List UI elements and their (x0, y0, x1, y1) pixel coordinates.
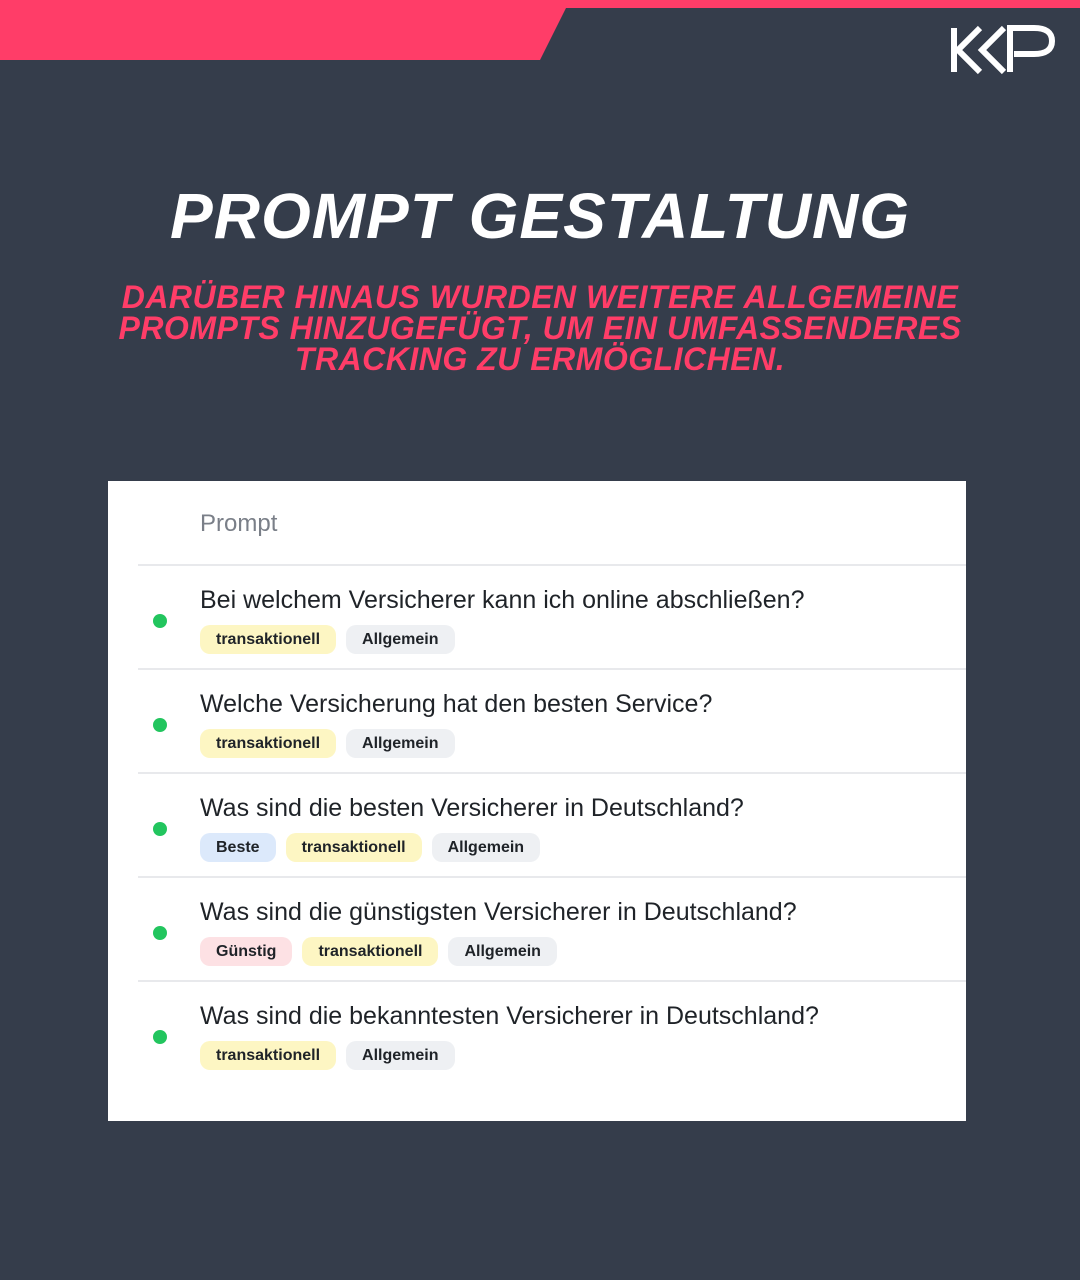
prompt-table (108, 481, 966, 1121)
kkp-logo (948, 24, 1058, 76)
table-row[interactable] (138, 982, 966, 1086)
tag-badge[interactable]: transaktionell (200, 729, 336, 758)
accent-banner (0, 0, 1080, 60)
tag-list (200, 729, 455, 758)
tag-list (200, 937, 557, 966)
table-row[interactable] (138, 774, 966, 878)
tag-badge[interactable]: Günstig (200, 937, 292, 966)
page-subtitle: DARÜBER HINAUS WURDEN WEITERE ALLGEMEINE PROMPTS HINZUGEFÜGT, UM EIN UMFASSENDERES TRACKING ZU ERMÖGLICHEN. (118, 279, 962, 377)
tag-badge[interactable]: Allgemein (346, 729, 454, 758)
tag-badge[interactable]: Allgemein (448, 937, 556, 966)
tag-badge[interactable]: Allgemein (346, 625, 454, 654)
tag-list (200, 833, 540, 862)
table-row[interactable] (138, 878, 966, 982)
tag-badge[interactable]: Allgemein (432, 833, 540, 862)
tag-badge[interactable]: transaktionell (200, 1041, 336, 1070)
status-dot-icon (153, 1030, 167, 1044)
tag-badge[interactable]: transaktionell (302, 937, 438, 966)
table-row[interactable] (138, 670, 966, 774)
table-row[interactable] (138, 566, 966, 670)
prompt-text: Was sind die bekanntesten Versicherer in Deutschland? (200, 1002, 819, 1030)
prompt-text: Was sind die günstigsten Versicherer in Deutschland? (200, 898, 797, 926)
tag-badge[interactable]: Beste (200, 833, 276, 862)
status-dot-icon (153, 926, 167, 940)
tag-badge[interactable]: transaktionell (286, 833, 422, 862)
status-dot-icon (153, 718, 167, 732)
tag-list (200, 625, 455, 654)
column-header-prompt: Prompt (200, 510, 278, 537)
status-dot-icon (153, 614, 167, 628)
tag-badge[interactable]: Allgemein (346, 1041, 454, 1070)
status-dot-icon (153, 822, 167, 836)
page-title: PROMPT GESTALTUNG (170, 180, 910, 252)
prompt-text: Bei welchem Versicherer kann ich online abschließen? (200, 586, 805, 614)
table-body (108, 566, 966, 1086)
tag-badge[interactable]: transaktionell (200, 625, 336, 654)
prompt-text: Was sind die besten Versicherer in Deutschland? (200, 794, 744, 822)
prompt-text: Welche Versicherung hat den besten Service? (200, 690, 713, 718)
tag-list (200, 1041, 455, 1070)
